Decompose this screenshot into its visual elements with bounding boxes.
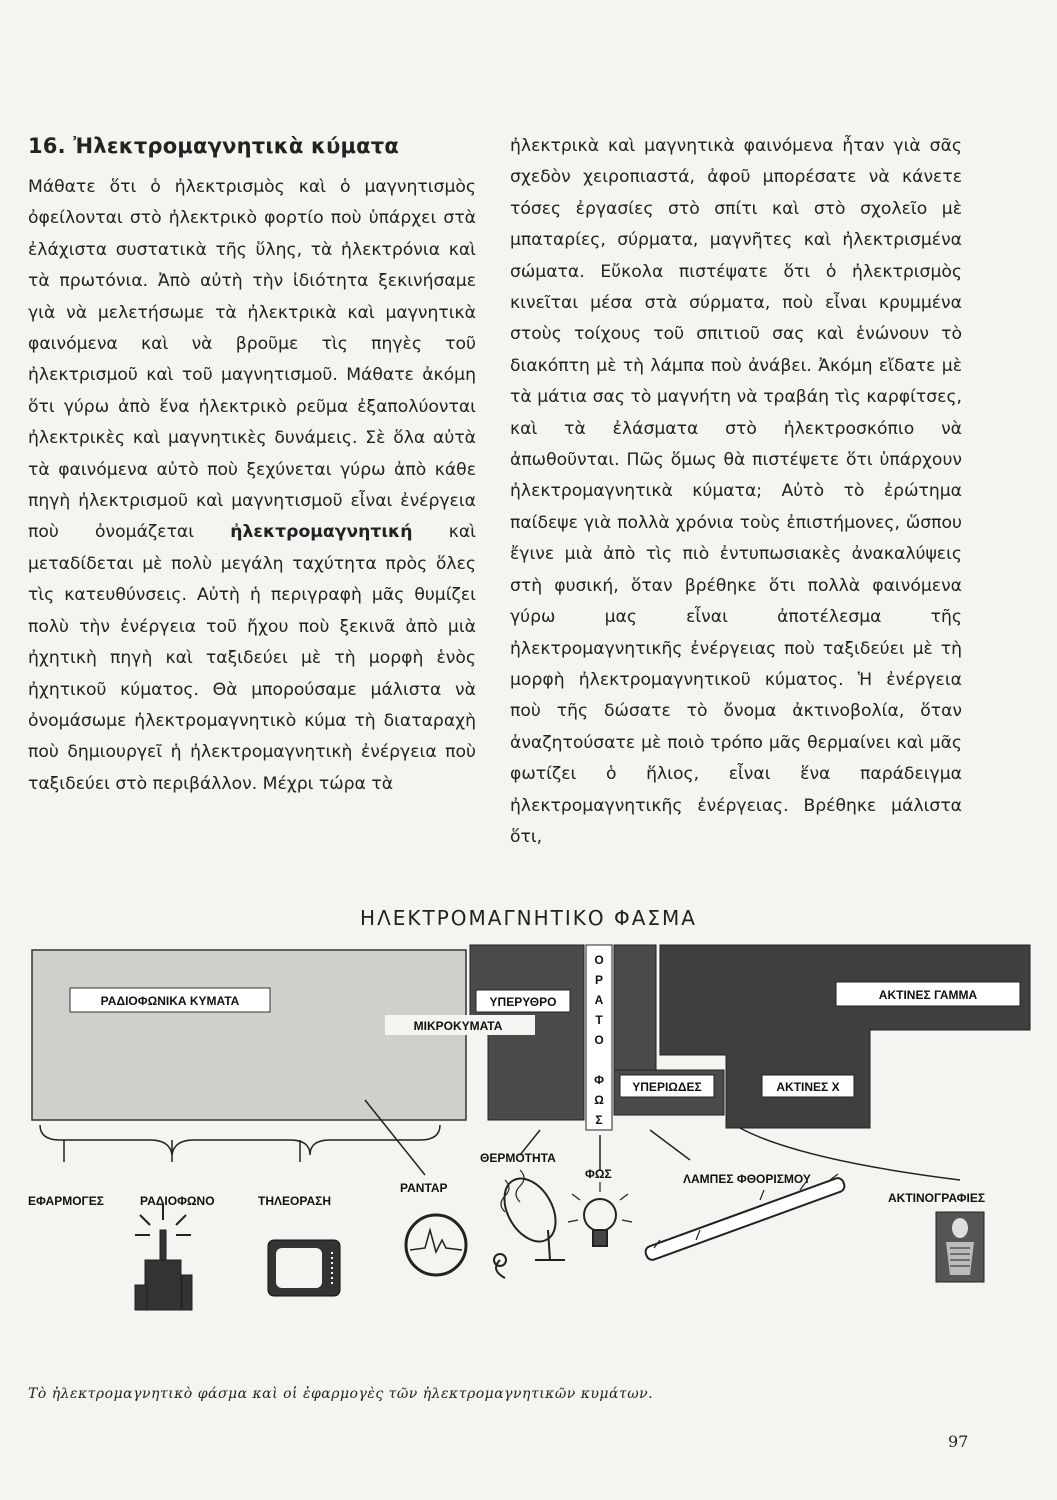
xray-figure-icon bbox=[936, 1212, 984, 1282]
radar-scope-icon bbox=[406, 1215, 466, 1275]
spectrum-diagram bbox=[0, 930, 1057, 1380]
figure-title: ΗΛΕΚΤΡΟΜΑΓΝΗΤΙΚΟ ΦΑΣΜΑ bbox=[360, 906, 697, 930]
gamma-label: ΑΚΤΙΝΕΣ ΓΑΜΜΑ bbox=[878, 988, 978, 1002]
ultraviolet-label: ΥΠΕΡΙΩΔΕΣ bbox=[632, 1080, 702, 1094]
figure-caption: Τὸ ἠλεκτρομαγνητικὸ φάσμα καὶ οἱ ἐφαρμογὲς τῶν ἠλεκτρομαγνητικῶν κυμάτων. bbox=[28, 1386, 654, 1402]
microwaves-label: ΜΙΚΡΟΚΥΜΑΤΑ bbox=[413, 1019, 503, 1033]
visible-letter: Ο bbox=[594, 1033, 604, 1047]
heat-app-label: ΘΕΡΜΟΤΗΤΑ bbox=[480, 1151, 556, 1165]
uses-label: ΕΦΑΡΜΟΓΕΣ bbox=[28, 1194, 104, 1208]
radio-tower-icon bbox=[135, 1205, 192, 1310]
section-heading: 16. Ἠλεκτρομαγνητικὰ κύματα bbox=[28, 134, 400, 158]
radiography-app-label: ΑΚΤΙΝΟΓΡΑΦΙΕΣ bbox=[888, 1191, 986, 1205]
page-number: 97 bbox=[948, 1432, 969, 1451]
visible-letter: Α bbox=[594, 993, 604, 1007]
fluorescent-tube-icon bbox=[644, 1174, 846, 1261]
fluorescent-app-label: ΛΑΜΠΕΣ ΦΘΟΡΙΣΜΟΥ bbox=[683, 1172, 811, 1186]
left-text-end: καὶ μεταδίδεται μὲ πολὺ μεγάλη ταχύτητα πρὸς ὅλες τὶς κατευθύνσεις. Αὐτὴ ἡ περιγραφὴ μᾶς θυμίζει πολὺ τὴν ἐνέργεια τοῦ ἤχου ποὺ ξεκινᾶ ἀπὸ μιὰ ἠχητικὴ πηγὴ καὶ ταξιδεύει μὲ τὴ μορφὴ ἑνὸς ἠχητικοῦ κύματος. Θὰ μπορούσαμε μάλιστα νὰ ὀνομάσωμε ἠλεκτρομαγνητικὸ κύμα τὴ διαταραχὴ ποὺ δημιουργεῖ ἡ ἠλεκτρομαγνητικὴ ἐνέργεια ποὺ ταξιδεύει στὸ περιβάλλον. Μέχρι τώρα τὰ bbox=[28, 522, 476, 794]
visible-letter: Ω bbox=[594, 1093, 604, 1107]
visible-letter: Φ bbox=[594, 1073, 604, 1087]
bold-term: ἠλεκτρομαγνητική bbox=[230, 522, 413, 543]
left-column bbox=[28, 172, 476, 800]
radio-app-label: ΡΑΔΙΟΦΩΝΟ bbox=[140, 1194, 215, 1208]
left-paragraph bbox=[28, 172, 476, 800]
television-icon bbox=[268, 1240, 340, 1296]
light-bulb-icon bbox=[568, 1182, 632, 1246]
radio-band-label: ΡΑΔΙΟΦΩΝΙΚΑ ΚΥΜΑΤΑ bbox=[100, 994, 240, 1008]
visible-letter: Σ bbox=[595, 1113, 603, 1127]
visible-letter: Ο bbox=[594, 953, 604, 967]
infrared-label: ΥΠΕΡΥΘΡΟ bbox=[489, 995, 557, 1009]
uv-pointer bbox=[650, 1130, 690, 1160]
right-paragraph: ἠλεκτρικὰ καὶ μαγνητικὰ φαινόμενα ἦταν γιὰ σᾶς σχεδὸν χειροπιαστά, ἀφοῦ μπορέσατε νὰ κάνετε τόσες ἐργασίες στὸ σπίτι καὶ στὸ σχολεῖο μὲ μπαταρίες, σύρματα, μαγνῆτες καὶ ἠλεκτρισμένα σώματα. Εὔκολα πιστέψατε ὅτι ὁ ἠλεκτρισμὸς κινεῖται μέσα στὰ σύρματα, ποὺ εἶναι κρυμμένα στοὺς τοίχους τοῦ σπιτιοῦ σας καὶ ἑνώνουν τὸ διακόπτη μὲ τὴ λάμπα ποὺ ἀνάβει. Ἀκόμη εἴδατε μὲ τὰ μάτια σας τὸ μαγνήτη νὰ τραβάη τὶς καρφίτσες, καὶ τὰ ἐλάσματα στὸ ἠλεκτροσκόπιο νὰ ἀπωθοῦνται. Πῶς ὅμως θὰ πιστέψετε ὅτι ὑπάρχουν ἠλεκτρομαγνητικὰ κύματα; Αὐτὸ τὸ ἐρώτημα παίδεψε γιὰ πολλὰ χρόνια τοὺς ἐπιστήμονες, ὥσπου ἔγινε μιὰ ἀπὸ τὶς πιὸ ἐντυπωσιακὲς ἀνακαλύψεις στὴ φυσική, ὅταν βρέθηκε ὅτι πολλὰ φαινόμενα γύρω μας εἶναι ἀποτέλεσμα τῆς ἠλεκτρομαγνητικῆς ἐνέργειας ποὺ ταξιδεύει μὲ τὴ μορφὴ ἠλεκτρομαγνητικοῦ κύματος. Ἡ ἐνέργεια ποὺ τῆς δώσατε τὸ ὄνομα ἀκτινοβολία, ὅταν ἀναζητούσατε μὲ ποιὸ τρόπο μᾶς θερμαίνει καὶ μᾶς φωτίζει ὁ ἥλιος, εἶναι ἕνα παράδειγμα ἠλεκτρομαγνητικῆς ἐνέργειας. Βρέθηκε μάλιστα ὅτι, bbox=[510, 136, 962, 847]
heater-icon bbox=[494, 1170, 566, 1278]
radio-brace bbox=[40, 1125, 440, 1155]
radar-app-label: ΡΑΝΤΑΡ bbox=[400, 1181, 448, 1195]
tv-app-label: ΤΗΛΕΟΡΑΣΗ bbox=[258, 1194, 331, 1208]
xray-label: ΑΚΤΙΝΕΣ Χ bbox=[776, 1080, 840, 1094]
visible-letter: Ρ bbox=[594, 973, 604, 987]
right-column bbox=[510, 131, 962, 853]
visible-letter: Τ bbox=[595, 1013, 603, 1027]
light-app-label: ΦΩΣ bbox=[585, 1167, 612, 1181]
left-text-start: Μάθατε ὅτι ὁ ἠλεκτρισμὸς καὶ ὁ μαγνητισμὸς ὀφείλονται στὸ ἠλεκτρικὸ φορτίο ποὺ ὑπάρχει στὰ ἐλάχιστα συστατικὰ τῆς ὕλης, τὰ ἠλεκτρόνια καὶ τὰ πρωτόνια. Ἀπὸ αὐτὴ τὴν ἰδιότητα ξεκινήσαμε γιὰ νὰ μελετήσωμε τὰ ἠλεκτρικὰ καὶ μαγνητικὰ φαινόμενα καὶ νὰ βροῦμε τὶς πηγὲς τοῦ ἠλεκτρισμοῦ καὶ τοῦ μαγνητισμοῦ. Μάθατε ἀκόμη ὅτι γύρω ἀπὸ ἕνα ἠλεκτρικὸ ρεῦμα ἐξαπολύονται ἠλεκτρικὲς καὶ μαγνητικὲς δυνάμεις. Σὲ ὅλα αὐτὰ τὰ φαινόμενα αὐτὸ ποὺ ξεχύνεται γύρω ἀπὸ κάθε πηγὴ ἠλεκτρισμοῦ καὶ μαγνητισμοῦ εἶναι ἐνέργεια ποὺ ὀνομάζεται bbox=[28, 177, 476, 543]
